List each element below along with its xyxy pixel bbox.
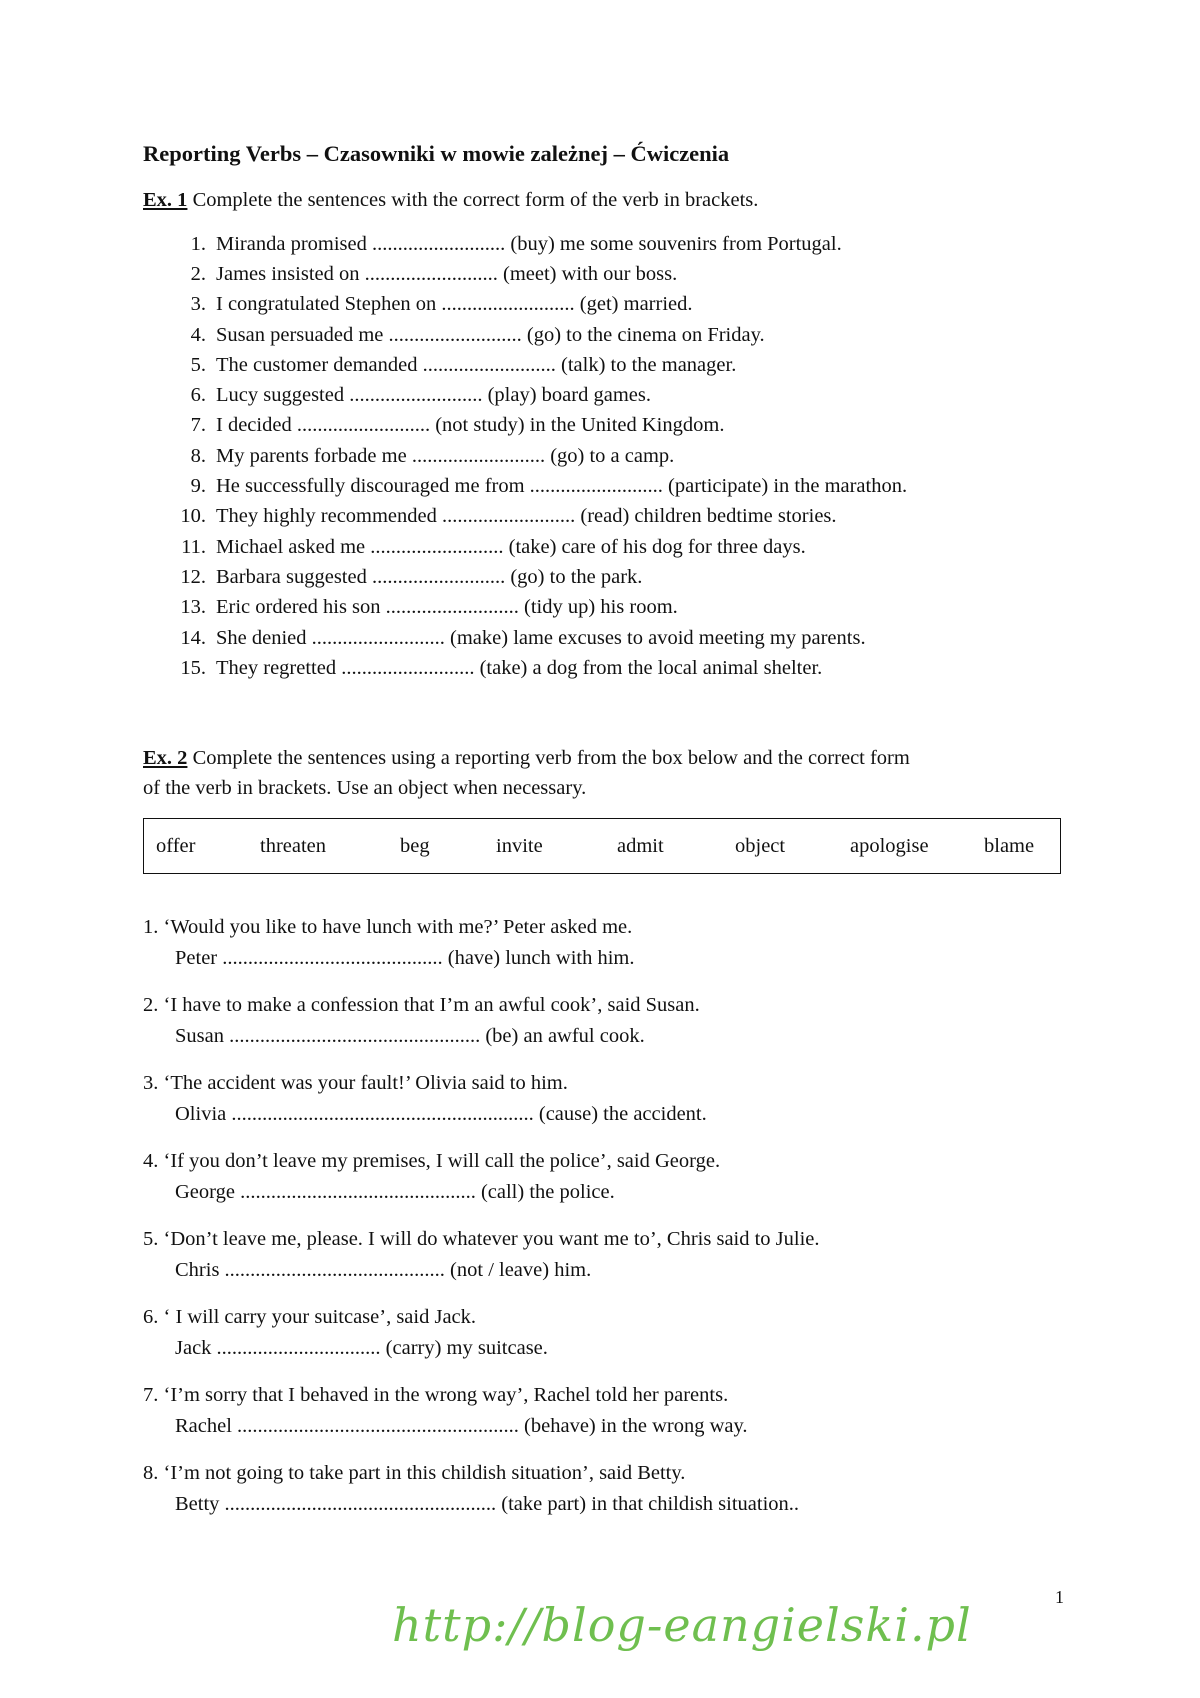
ex1-item-text: He successfully discouraged me from .......................... (participate) in the marathon. bbox=[216, 475, 908, 498]
ex1-item bbox=[143, 290, 1063, 320]
ex1-item-number: 12. bbox=[180, 565, 206, 588]
ex2-item-quote: 6. ‘ I will carry your suitcase’, said Jack. bbox=[143, 1306, 477, 1329]
ex1-instruction: Complete the sentences with the correct form of the verb in brackets. bbox=[187, 189, 759, 211]
ex2-item bbox=[143, 1224, 1063, 1285]
ex1-item-number: 10. bbox=[180, 505, 206, 528]
ex1-item-text: Susan persuaded me .......................... (go) to the cinema on Friday. bbox=[216, 323, 765, 346]
ex1-item bbox=[143, 350, 1063, 380]
reporting-verb-box bbox=[143, 818, 1061, 874]
ex1-item bbox=[143, 259, 1063, 289]
ex2-item-answer: Jack ................................ (carry) my suitcase. bbox=[175, 1336, 548, 1359]
ex1-item bbox=[143, 380, 1063, 410]
ex2-item bbox=[143, 1302, 1063, 1363]
ex2-item-quote: 3. ‘The accident was your fault!’ Olivia said to him. bbox=[143, 1072, 568, 1095]
ex1-item-number: 6. bbox=[190, 384, 206, 407]
ex1-item bbox=[143, 229, 1063, 259]
ex1-item-text: I decided .......................... (not study) in the United Kingdom. bbox=[216, 414, 725, 437]
verb-box-item: blame bbox=[984, 834, 1035, 857]
ex1-item bbox=[143, 320, 1063, 350]
verb-box-item: threaten bbox=[260, 834, 327, 857]
ex2-item-answer: Susan ................................................. (be) an awful cook. bbox=[175, 1024, 645, 1047]
ex2-item-quote: 5. ‘Don’t leave me, please. I will do whatever you want me to’, Chris said to Julie. bbox=[143, 1228, 820, 1251]
ex2-item bbox=[143, 1068, 1063, 1129]
ex2-heading bbox=[143, 743, 1063, 803]
ex1-item-text: She denied .......................... (make) lame excuses to avoid meeting my parents. bbox=[216, 626, 866, 649]
page-number: 1 bbox=[1055, 1587, 1064, 1607]
ex2-label: Ex. 2 bbox=[143, 747, 188, 770]
ex2-item-quote: 4. ‘If you don’t leave my premises, I will call the police’, said George. bbox=[143, 1150, 721, 1173]
ex2-item-quote: 2. ‘I have to make a confession that I’m an awful cook’, said Susan. bbox=[143, 994, 700, 1017]
ex2-item-answer: Chris ........................................... (not / leave) him. bbox=[175, 1258, 592, 1281]
ex1-item-text: Eric ordered his son .......................... (tidy up) his room. bbox=[216, 596, 678, 619]
ex1-item-number: 5. bbox=[190, 353, 206, 376]
ex1-item bbox=[143, 532, 1063, 562]
verb-box-item: admit bbox=[617, 834, 664, 857]
ex1-item bbox=[143, 593, 1063, 623]
verb-box-item: beg bbox=[400, 834, 430, 857]
ex2-instruction-line2: of the verb in brackets. Use an object when necessary. bbox=[143, 777, 587, 800]
ex1-item-number: 4. bbox=[190, 323, 206, 346]
ex1-list bbox=[143, 229, 1063, 683]
ex1-item-text: My parents forbade me .......................... (go) to a camp. bbox=[216, 444, 675, 467]
ex1-item-number: 7. bbox=[190, 414, 206, 437]
ex2-item bbox=[143, 912, 1063, 973]
ex1-item-text: James insisted on .......................... (meet) with our boss. bbox=[216, 262, 678, 285]
ex1-item bbox=[143, 411, 1063, 441]
ex2-item bbox=[143, 1458, 1063, 1519]
ex1-item-text: Miranda promised .......................... (buy) me some souvenirs from Portugal. bbox=[216, 232, 842, 255]
ex2-item bbox=[143, 990, 1063, 1051]
verb-box-item: apologise bbox=[850, 834, 929, 857]
verb-box-item: invite bbox=[496, 834, 543, 857]
ex1-item bbox=[143, 562, 1063, 592]
ex1-item-number: 15. bbox=[180, 656, 206, 679]
ex1-item bbox=[143, 653, 1063, 683]
ex2-list bbox=[143, 912, 1063, 1519]
ex2-item-quote: 8. ‘I’m not going to take part in this childish situation’, said Betty. bbox=[143, 1462, 686, 1485]
ex1-item bbox=[143, 502, 1063, 532]
worksheet-page bbox=[143, 140, 1063, 1536]
ex2-item-quote: 7. ‘I’m sorry that I behaved in the wrong way’, Rachel told her parents. bbox=[143, 1384, 729, 1407]
ex1-item-text: The customer demanded .......................... (talk) to the manager. bbox=[216, 353, 737, 376]
ex2-instruction-line1: Complete the sentences using a reporting verb from the box below and the correct form bbox=[187, 747, 910, 770]
ex1-item-text: Barbara suggested .......................... (go) to the park. bbox=[216, 565, 643, 588]
ex1-item-text: They regretted .......................... (take) a dog from the local animal shelter. bbox=[216, 656, 823, 679]
ex1-item-text: Michael asked me .......................... (take) care of his dog for three days. bbox=[216, 535, 806, 558]
ex1-item-number: 11. bbox=[181, 535, 206, 558]
page-title: Reporting Verbs – Czasowniki w mowie zależnej – Ćwiczenia bbox=[143, 141, 730, 166]
ex1-item-number: 3. bbox=[190, 293, 206, 316]
ex1-item-text: Lucy suggested .......................... (play) board games. bbox=[216, 384, 651, 407]
ex2-item-quote: 1. ‘Would you like to have lunch with me?’ Peter asked me. bbox=[143, 916, 633, 939]
ex1-label: Ex. 1 bbox=[143, 189, 188, 211]
verb-box-item: object bbox=[735, 834, 786, 857]
ex1-item-number: 14. bbox=[180, 626, 206, 649]
footer-url-logo: http://blog-eangielski.pl bbox=[392, 1598, 972, 1652]
ex1-item bbox=[143, 623, 1063, 653]
ex1-item bbox=[143, 471, 1063, 501]
ex1-item-text: I congratulated Stephen on .......................... (get) married. bbox=[216, 293, 693, 316]
ex2-item-answer: George .............................................. (call) the police. bbox=[175, 1180, 615, 1203]
ex2-item-answer: Peter ........................................... (have) lunch with him. bbox=[175, 946, 635, 969]
ex2-item-answer: Betty ..................................................... (take part) in that childish situation.. bbox=[175, 1492, 800, 1515]
ex1-item-number: 2. bbox=[190, 262, 206, 285]
ex1-item bbox=[143, 441, 1063, 471]
ex1-item-number: 1. bbox=[190, 232, 206, 255]
ex1-item-text: They highly recommended .......................... (read) children bedtime stories. bbox=[216, 505, 837, 528]
verb-box-item: offer bbox=[156, 834, 196, 857]
ex1-item-number: 9. bbox=[190, 475, 206, 498]
ex2-item-answer: Rachel ....................................................... (behave) in the wrong way. bbox=[175, 1414, 748, 1437]
ex1-item-number: 13. bbox=[180, 596, 206, 619]
ex1-heading bbox=[143, 185, 1063, 215]
ex2-item bbox=[143, 1380, 1063, 1441]
ex2-item bbox=[143, 1146, 1063, 1207]
ex2-item-answer: Olivia ........................................................... (cause) the accident. bbox=[175, 1102, 707, 1125]
ex1-item-number: 8. bbox=[190, 444, 206, 467]
